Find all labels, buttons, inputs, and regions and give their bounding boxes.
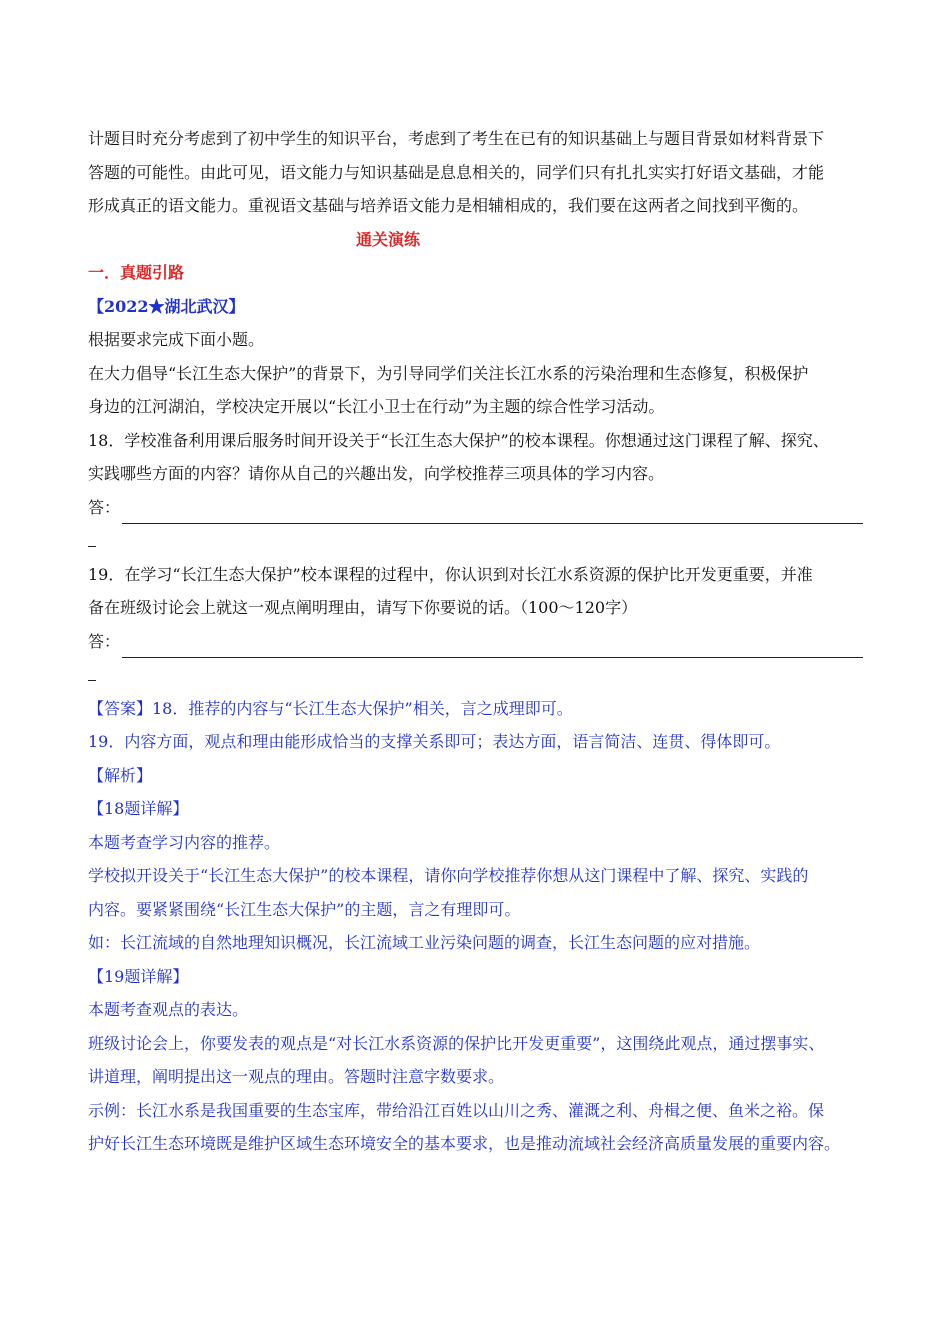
q19-detail-line: 示例：长江水系是我国重要的生态宝库，带给沿江百姓以山川之秀、灌溉之利、舟楫之便、鱼米之裕。保 (88, 1100, 825, 1120)
background-line: 在大力倡导“长江生态大保护”的背景下，为引导同学们关注长江水系的污染治理和生态修复，积极保护 (88, 363, 809, 383)
answer-underline (122, 635, 863, 658)
source-tag: 【2022★湖北武汉】 (88, 296, 245, 316)
section-title: 通关演练 (356, 229, 421, 249)
section-heading: 一．真题引路 (88, 263, 185, 282)
q18-detail-line: 如：长江流域的自然地理知识概况，长江流域工业污染问题的调查，长江生态问题的应对措施。 (88, 933, 761, 952)
q18-detail-line: 学校拟开设关于“长江生态大保护”的校本课程，请你向学校推荐你想从这门课程中了解、探究、实践的 (88, 866, 809, 885)
q19-detail-line: 班级讨论会上，你要发表的观点是“对长江水系资源的保护比开发更重要”，这围绕此观点，通过摆事实、 (88, 1033, 825, 1053)
answer-underline (122, 501, 863, 524)
question-18-line: 实践哪些方面的内容？请你从自己的兴趣出发，向学校推荐三项具体的学习内容。 (88, 464, 665, 483)
q19-detail-line: 讲道理，阐明提出这一观点的理由。答题时注意字数要求。 (88, 1067, 505, 1086)
intro-line: 形成真正的语文能力。重视语文基础与培养语文能力是相辅相成的，我们要在这两者之间找到平衡的。 (88, 196, 809, 215)
q18-detail-label: 【18题详解】 (88, 799, 189, 818)
answer-label: 答： (88, 497, 121, 517)
analysis-label: 【解析】 (88, 765, 153, 785)
q19-detail-line: 本题考查观点的表达。 (88, 1000, 249, 1019)
document-body (88, 122, 863, 1161)
question-18-line: 18．学校准备利用课后服务时间开设关于“长江生态大保护”的校本课程。你想通过这门课程了解、探究、 (88, 430, 829, 450)
q19-detail-label: 【19题详解】 (88, 966, 189, 986)
answer-continuation (88, 658, 863, 692)
q18-detail-line: 本题考查学习内容的推荐。 (88, 832, 281, 852)
answer-field-18[interactable] (88, 491, 863, 525)
answer-continuation (88, 524, 863, 558)
answer-field-19[interactable] (88, 625, 863, 659)
instruction: 根据要求完成下面小题。 (88, 330, 265, 349)
answer-label: 答： (88, 631, 121, 651)
question-19-line: 19．在学习“长江生态大保护”校本课程的过程中，你认识到对长江水系资源的保护比开发更重要，并准 (88, 564, 813, 584)
background-line: 身边的江河湖泊，学校决定开展以“长江小卫士在行动”为主题的综合性学习活动。 (88, 397, 665, 416)
q19-detail-line: 护好长江生态环境既是维护区域生态环境安全的基本要求，也是推动流域社会经济高质量发展的重要内容。 (88, 1134, 841, 1153)
answer-line: 19．内容方面，观点和理由能形成恰当的支撑关系即可；表达方面，语言简洁、连贯、得体即可。 (88, 732, 781, 751)
intro-line: 答题的可能性。由此可见，语文能力与知识基础是息息相关的，同学们只有扎扎实实打好语文基础，才能 (88, 162, 825, 182)
question-19-line: 备在班级讨论会上就这一观点阐明理由，请写下你要说的话。（100～120字） (88, 598, 638, 617)
intro-line: 计题目时充分考虑到了初中学生的知识平台，考虑到了考生在已有的知识基础上与题目背景如材料背景下 (88, 129, 825, 148)
answer-line: 【答案】18．推荐的内容与“长江生态大保护”相关，言之成理即可。 (88, 698, 573, 718)
q18-detail-line: 内容。要紧紧围绕“长江生态大保护”的主题，言之有理即可。 (88, 899, 521, 919)
